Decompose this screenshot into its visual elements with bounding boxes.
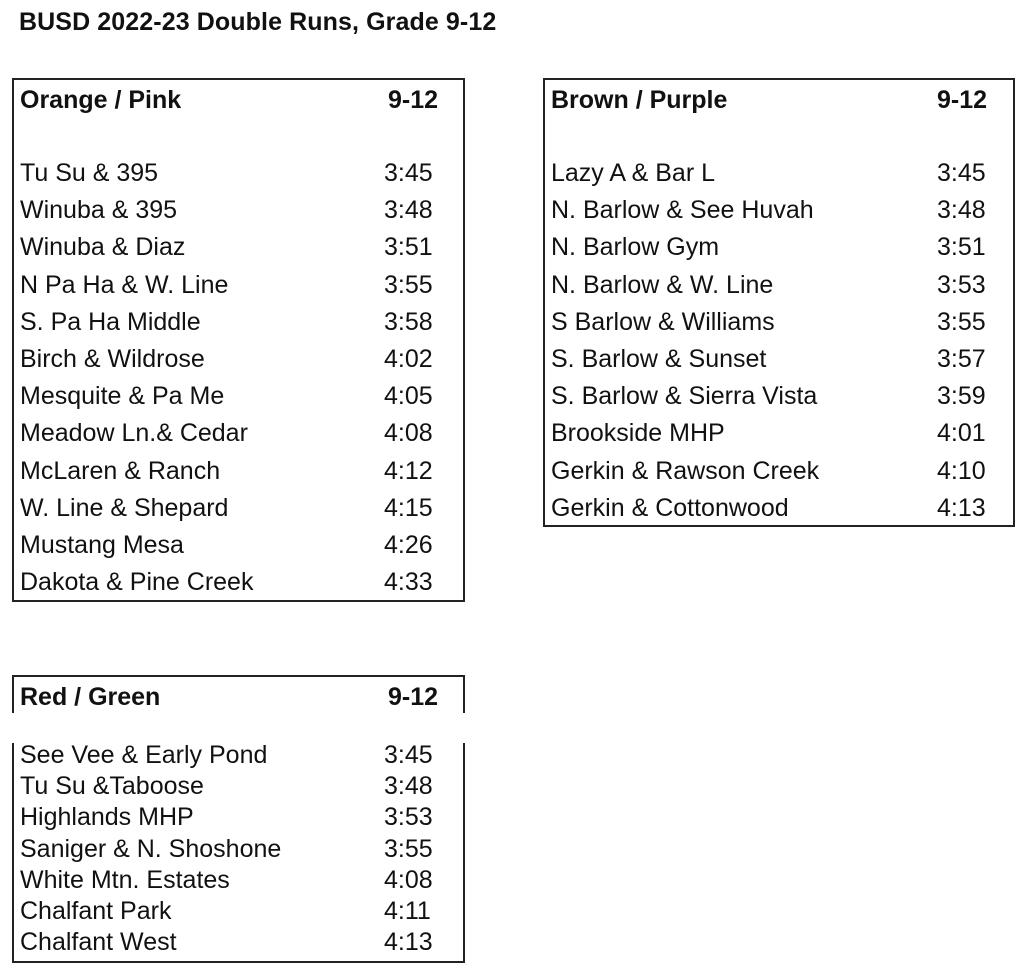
- stop-name: McLaren & Ranch: [20, 456, 221, 485]
- stop-row: [20, 568, 463, 597]
- stop-time: 4:02: [384, 345, 433, 373]
- stop-time: 3:53: [937, 270, 986, 299]
- route-header: [20, 683, 463, 712]
- stop-row: [20, 345, 463, 374]
- stop-time: 4:05: [384, 382, 433, 411]
- stop-row: [551, 233, 1013, 262]
- stop-time: 3:45: [384, 741, 433, 769]
- stop-name: S. Barlow & Sunset: [551, 345, 767, 373]
- stop-row: [551, 308, 1013, 337]
- stop-name: S. Barlow & Sierra Vista: [551, 382, 818, 411]
- stop-name: Lazy A & Bar L: [551, 159, 715, 187]
- stop-row: [20, 457, 463, 486]
- stop-name: N. Barlow & W. Line: [551, 270, 774, 299]
- stop-time: 3:48: [384, 196, 433, 225]
- stop-row: [20, 233, 463, 262]
- stop-name: Winuba & Diaz: [20, 233, 186, 262]
- stop-name: Tu Su &Taboose: [20, 772, 204, 801]
- stop-time: 3:53: [384, 803, 433, 832]
- stop-time: 3:45: [384, 159, 433, 187]
- stop-name: Brookside MHP: [551, 419, 725, 448]
- stop-time: 3:51: [937, 233, 986, 262]
- stop-name: N. Barlow & See Huvah: [551, 196, 814, 225]
- stop-name: Chalfant West: [20, 928, 177, 957]
- stop-name: See Vee & Early Pond: [20, 741, 268, 769]
- stop-time: 3:51: [384, 233, 433, 262]
- stop-row: [551, 382, 1013, 411]
- stop-time: 4:26: [384, 531, 433, 559]
- stop-row: [20, 494, 463, 523]
- stop-name: N. Barlow Gym: [551, 233, 720, 262]
- stop-row: [551, 457, 1013, 486]
- route-name: Brown / Purple: [551, 86, 728, 114]
- stop-time: 3:57: [937, 345, 986, 373]
- route-box-orange-pink: [12, 78, 465, 602]
- route-name: Red / Green: [20, 683, 161, 711]
- stop-time: 3:48: [937, 196, 986, 225]
- stop-row: [20, 866, 463, 895]
- stop-name: Chalfant Park: [20, 897, 172, 925]
- stop-name: Meadow Ln.& Cedar: [20, 419, 248, 448]
- stop-time: 4:11: [384, 897, 431, 925]
- route-header: [20, 86, 463, 115]
- stop-name: Birch & Wildrose: [20, 345, 205, 373]
- stop-row: [551, 271, 1013, 300]
- grade-label: 9-12: [388, 683, 439, 711]
- stop-time: 4:13: [937, 493, 986, 522]
- stop-row: [551, 419, 1013, 448]
- stop-row: [551, 159, 1013, 188]
- stop-time: 4:10: [937, 456, 986, 485]
- stop-name: Dakota & Pine Creek: [20, 568, 254, 597]
- stop-time: 4:08: [384, 419, 433, 448]
- stop-name: S. Pa Ha Middle: [20, 307, 201, 336]
- route-box-red-green: [12, 743, 465, 963]
- stop-row: [551, 196, 1013, 225]
- stop-time: 3:59: [937, 382, 986, 411]
- stop-row: [20, 928, 463, 957]
- stop-time: 3:55: [384, 834, 433, 863]
- stop-time: 3:48: [384, 772, 433, 801]
- stop-row: [551, 494, 1013, 523]
- stop-row: [20, 382, 463, 411]
- stop-name: Saniger & N. Shoshone: [20, 834, 282, 863]
- stop-row: [20, 803, 463, 832]
- stop-time: 4:33: [384, 568, 433, 597]
- stop-time: 3:55: [384, 270, 433, 299]
- route-box-brown-purple: [543, 78, 1015, 527]
- grade-label: 9-12: [388, 86, 439, 114]
- stop-time: 3:58: [384, 307, 433, 336]
- stop-name: Gerkin & Cottonwood: [551, 493, 789, 522]
- stop-name: Gerkin & Rawson Creek: [551, 456, 820, 485]
- stop-time: 4:12: [384, 456, 433, 485]
- stop-time: 3:45: [937, 159, 986, 187]
- stop-time: 4:08: [384, 865, 433, 894]
- stop-row: [20, 159, 463, 188]
- stop-time: 4:15: [384, 493, 433, 522]
- stop-row: [20, 271, 463, 300]
- stop-row: [551, 345, 1013, 374]
- stop-name: Mesquite & Pa Me: [20, 382, 225, 411]
- route-header: [551, 86, 1013, 115]
- stop-name: N Pa Ha & W. Line: [20, 270, 229, 299]
- stop-row: [20, 835, 463, 864]
- stop-name: Tu Su & 395: [20, 159, 159, 187]
- route-name: Orange / Pink: [20, 86, 182, 114]
- stop-name: Mustang Mesa: [20, 531, 184, 559]
- stop-time: 3:55: [937, 307, 986, 336]
- stop-name: S Barlow & Williams: [551, 307, 775, 336]
- stop-name: W. Line & Shepard: [20, 493, 229, 522]
- stop-row: [20, 531, 463, 560]
- grade-label: 9-12: [937, 86, 988, 114]
- stop-row: [20, 308, 463, 337]
- stop-time: 4:01: [937, 419, 986, 448]
- stop-row: [20, 897, 463, 926]
- stop-row: [20, 741, 463, 770]
- stop-row: [20, 196, 463, 225]
- stop-name: White Mtn. Estates: [20, 865, 230, 894]
- stop-row: [20, 772, 463, 801]
- stop-name: Winuba & 395: [20, 196, 178, 225]
- stop-name: Highlands MHP: [20, 803, 194, 832]
- route-box-red-green-header: [12, 675, 465, 713]
- stop-row: [20, 419, 463, 448]
- page-title: BUSD 2022-23 Double Runs, Grade 9-12: [19, 8, 497, 36]
- stop-time: 4:13: [384, 928, 433, 957]
